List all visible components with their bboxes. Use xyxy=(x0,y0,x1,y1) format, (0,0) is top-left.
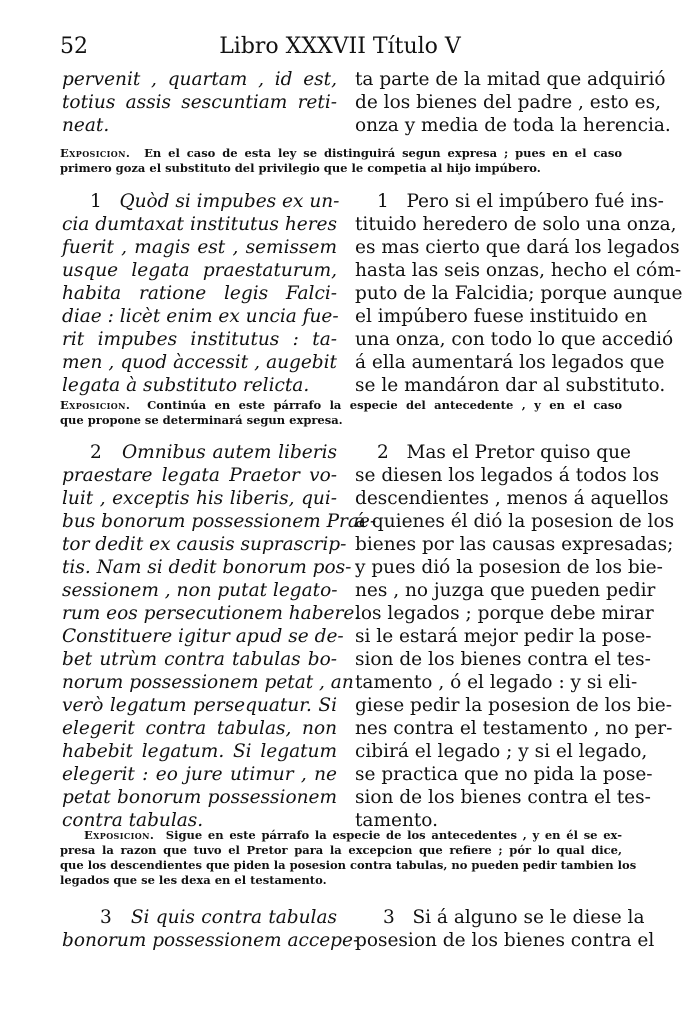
latin-line: pervenit , quartam , id est, xyxy=(62,69,337,90)
spanish-line: giese pedir la posesion de los bie- xyxy=(355,695,672,716)
latin-text: Si quis contra tabulas xyxy=(130,907,337,928)
spanish-line: cibirá el legado ; y si el legado, xyxy=(355,741,648,762)
spanish-line: si le estará mejor pedir la pose- xyxy=(355,626,652,647)
latin-line: usque legata praestaturum, xyxy=(62,260,337,281)
latin-line: Constituere igitur apud se de- xyxy=(62,626,344,647)
exposicion-line: legados que se les dexa en el testamento. xyxy=(60,873,327,887)
latin-line: bonorum possessionem accepe- xyxy=(62,930,360,951)
exposicion-line xyxy=(60,146,622,161)
spanish-line xyxy=(355,906,645,929)
spanish-section-3 xyxy=(355,906,655,952)
latin-line: bet utrùm contra tabulas bo- xyxy=(62,649,337,670)
spanish-line: se practica que no pida la pose- xyxy=(355,764,653,785)
spanish-line: descendientes , menos á aquellos xyxy=(355,488,669,509)
spanish-line: tamento , ó el legado : y si eli- xyxy=(355,672,638,693)
latin-line: legata à substituto relicta. xyxy=(62,375,310,396)
latin-column-top xyxy=(62,68,337,137)
section-number: 1 xyxy=(377,191,389,212)
latin-line xyxy=(62,906,337,929)
latin-text: Quòd si impubes ex un- xyxy=(119,191,340,212)
latin-line: luit , exceptis his liberis, qui- xyxy=(62,488,337,509)
spanish-section-1 xyxy=(355,190,682,397)
exposicion-label: Exposicion. xyxy=(60,398,131,412)
exposicion-line xyxy=(60,828,622,843)
page-header xyxy=(60,34,620,62)
spanish-line: onza y media de toda la herencia. xyxy=(355,115,671,136)
latin-line: rum eos persecutionem habere. xyxy=(62,603,361,624)
latin-line: diae : licèt enim ex uncia fue- xyxy=(62,306,339,327)
latin-line: elegerit : eo jure utimur , ne xyxy=(62,764,337,785)
latin-line: tis. Nam si dedit bonorum pos- xyxy=(62,557,352,578)
spanish-line: es mas cierto que dará los legados xyxy=(355,237,680,258)
exposicion-line xyxy=(60,398,622,413)
exposicion-line: que los descendientes que piden la posesion contra tabulas, no pueden pedir tambien los xyxy=(60,858,637,872)
spanish-line: ta parte de la mitad que adquirió xyxy=(355,69,666,90)
latin-section-3 xyxy=(62,906,360,952)
exposicion-note-3 xyxy=(60,828,637,888)
latin-line: praestare legata Praetor vo- xyxy=(62,465,337,486)
latin-line: cia dumtaxat institutus heres xyxy=(62,214,337,235)
spanish-line: á quienes él dió la posesion de los xyxy=(355,511,675,532)
exposicion-text: Sigue en este párrafo la especie de los antecedentes , y en él se ex- xyxy=(165,828,622,842)
section-number: 2 xyxy=(377,442,389,463)
exposicion-line: primero goza el substituto del privilegio que le competia al hijo impúbero. xyxy=(60,161,541,175)
running-title: Libro XXXVII Título V xyxy=(219,34,461,59)
latin-section-1 xyxy=(62,190,340,397)
latin-line: petat bonorum possessionem xyxy=(62,787,337,808)
exposicion-line: que propone se determinará segun expresa. xyxy=(60,413,343,427)
spanish-section-2 xyxy=(355,441,675,832)
section-number: 3 xyxy=(383,907,395,928)
spanish-line: una onza, con todo lo que accedió xyxy=(355,329,674,350)
spanish-line: á ella aumentará los legados que xyxy=(355,352,665,373)
spanish-line: puto de la Falcidia; porque aunque xyxy=(355,283,682,304)
spanish-line: y pues dió la posesion de los bie- xyxy=(355,557,663,578)
latin-line: habebit legatum. Si legatum xyxy=(62,741,337,762)
spanish-line xyxy=(355,190,664,213)
latin-section-2 xyxy=(62,441,377,832)
latin-line: verò legatum persequatur. Si xyxy=(62,695,337,716)
latin-line: neat. xyxy=(62,115,110,136)
latin-text: Omnibus autem liberis xyxy=(121,442,337,463)
spanish-line: tamento. xyxy=(355,810,438,831)
exposicion-note-1 xyxy=(60,146,622,176)
latin-line: rit impubes institutus : ta- xyxy=(62,329,337,350)
spanish-line xyxy=(355,441,631,464)
spanish-text: Pero si el impúbero fué ins- xyxy=(406,191,664,212)
section-number: 2 xyxy=(90,442,102,463)
latin-line: bus bonorum possessionem Prae- xyxy=(62,511,377,532)
spanish-column-top xyxy=(355,68,671,137)
exposicion-label: Exposicion. xyxy=(60,146,131,160)
latin-line: sessionem , non putat legato- xyxy=(62,580,338,601)
section-number: 1 xyxy=(90,191,102,212)
spanish-line: posesion de los bienes contra el xyxy=(355,930,655,951)
latin-line: totius assis sescuntiam reti- xyxy=(62,92,337,113)
spanish-line: se le mandáron dar al substituto. xyxy=(355,375,666,396)
section-number: 3 xyxy=(100,907,112,928)
latin-line: contra tabulas. xyxy=(62,810,204,831)
spanish-line: nes contra el testamento , no per- xyxy=(355,718,673,739)
spanish-line: el impúbero fuese instituido en xyxy=(355,306,648,327)
latin-line: tor dedit ex causis suprascrip- xyxy=(62,534,347,555)
exposicion-line: presa la razon que tuvo el Pretor para la excepcion que refiere ; pór lo qual dice, xyxy=(60,843,622,857)
spanish-line: nes , no juzga que pueden pedir xyxy=(355,580,656,601)
exposicion-text: En el caso de esta ley se distinguirá segun expresa ; pues en el caso xyxy=(144,146,622,160)
latin-line: men , quod àccessit , augebit xyxy=(62,352,337,373)
spanish-text: Mas el Pretor quiso que xyxy=(406,442,631,463)
latin-line xyxy=(62,190,340,213)
latin-line: habita ratione legis Falci- xyxy=(62,283,337,304)
spanish-text: Si á alguno se le diese la xyxy=(412,907,645,928)
spanish-line: sion de los bienes contra el tes- xyxy=(355,787,651,808)
exposicion-note-2 xyxy=(60,398,622,428)
page-number: 52 xyxy=(60,34,88,59)
latin-line: elegerit contra tabulas, non xyxy=(62,718,337,739)
spanish-line: bienes por las causas expresadas; xyxy=(355,534,674,555)
latin-line xyxy=(62,441,337,464)
spanish-line: de los bienes del padre , esto es, xyxy=(355,92,661,113)
latin-line: norum possessionem petat , an xyxy=(62,672,354,693)
spanish-line: tituido heredero de solo una onza, xyxy=(355,214,677,235)
exposicion-label: Exposicion. xyxy=(84,828,155,842)
latin-line: fuerit , magis est , semissem xyxy=(62,237,337,258)
spanish-line: sion de los bienes contra el tes- xyxy=(355,649,651,670)
spanish-line: hasta las seis onzas, hecho el cóm- xyxy=(355,260,682,281)
spanish-line: los legados ; porque debe mirar xyxy=(355,603,654,624)
spanish-line: se diesen los legados á todos los xyxy=(355,465,660,486)
exposicion-text: Continúa en este párrafo la especie del antecedente , y en el caso xyxy=(147,398,622,412)
